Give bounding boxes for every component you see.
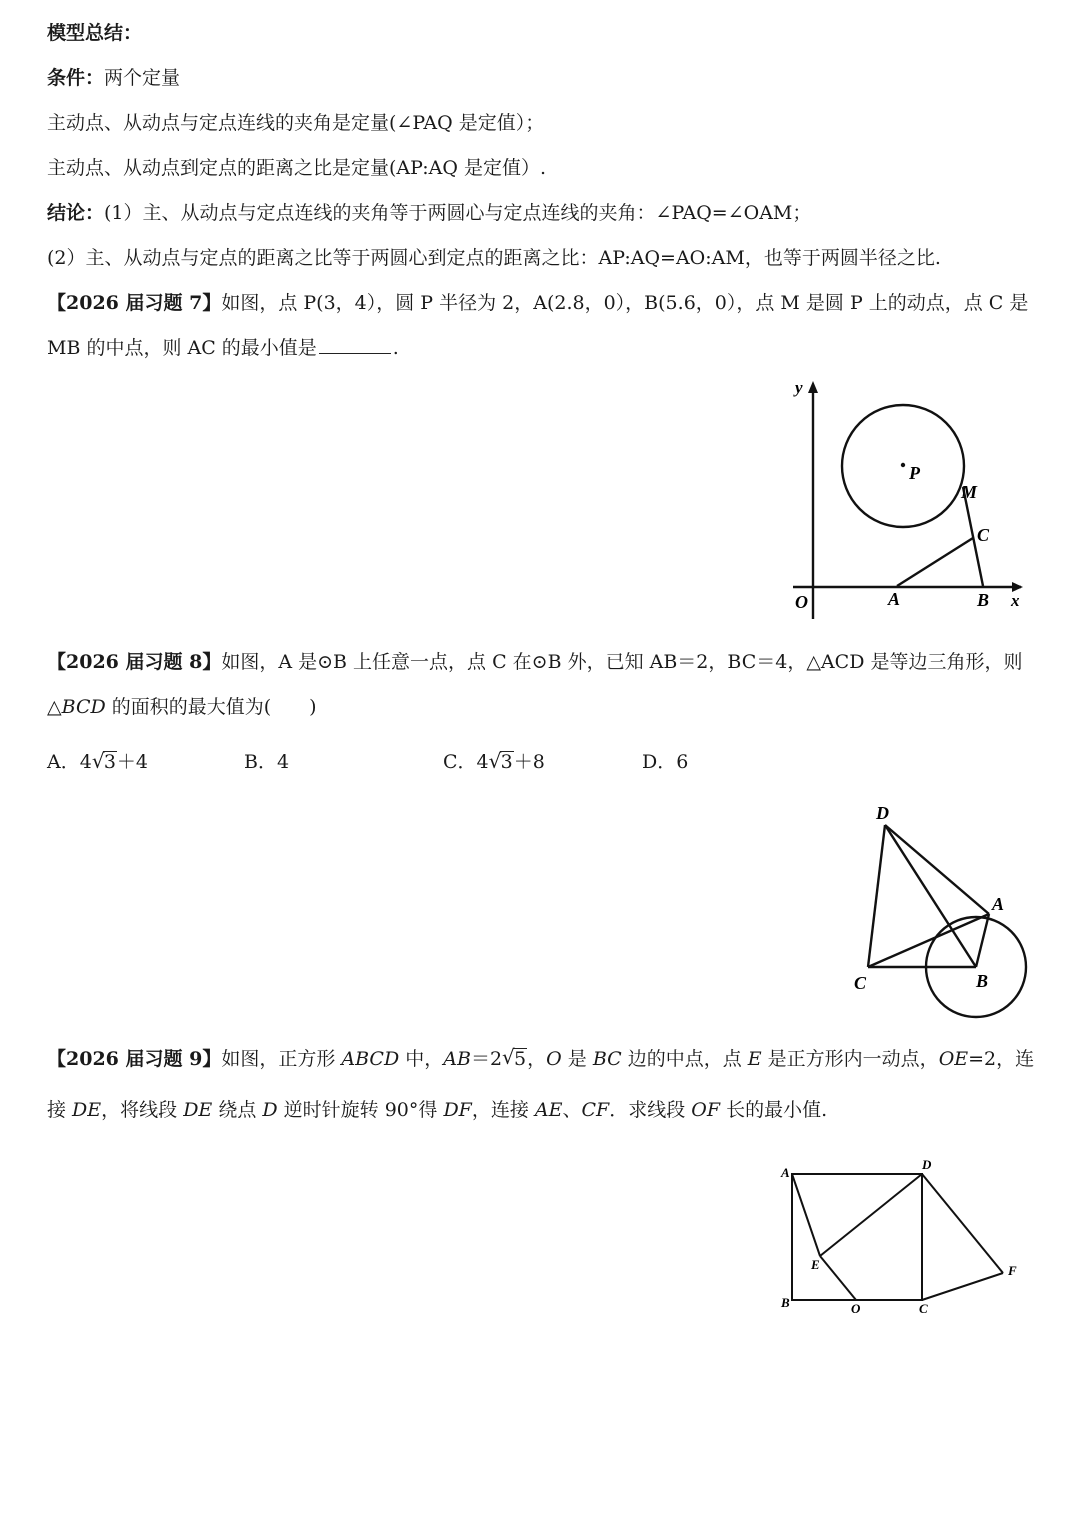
conclusion-label: 结论： [47, 202, 105, 224]
q9-label-e: E [811, 1257, 820, 1272]
q9-segment-ae [792, 1174, 820, 1256]
q9-radicand: 5 [514, 1048, 527, 1070]
conclusion-line-2: (2）主、从动点与定点的距离之比等于两圆心到定点的距离之比：AP:AQ=AO:AM，也等于两圆半径之比. [47, 247, 941, 269]
q9-var-d: D [262, 1099, 278, 1121]
q7-label-a: A [888, 589, 901, 609]
q8-option-a-label: A．4 [47, 751, 92, 773]
q7-answer-blank [319, 335, 391, 354]
q7-label-y: y [795, 378, 803, 397]
q9-var-e: E [747, 1048, 762, 1070]
q8-option-a [47, 747, 148, 774]
q8-segment-ab [976, 914, 989, 967]
q9-segment-fc [922, 1273, 1003, 1300]
q8-figure [840, 800, 1040, 1020]
q9-segment-ed [820, 1174, 922, 1256]
q7-label-x: x [1011, 591, 1020, 610]
q8-segment-dc [868, 825, 885, 967]
q9-t7: 是正方形内一动点， [761, 1048, 939, 1070]
q9-var-df: DF [443, 1099, 472, 1121]
q8-label-b: B [976, 971, 989, 991]
q9-var-of: OF [691, 1099, 721, 1121]
summary-title: 模型总结： [47, 22, 143, 44]
q9-t2: 中， [399, 1048, 444, 1070]
q9-l2-e: ，连接 [471, 1099, 535, 1121]
q8-label-c: C [854, 973, 867, 993]
q9-var-ae: AE [534, 1099, 563, 1121]
q9-label-c: C [919, 1301, 928, 1316]
q7-text-2: MB 的中点，则 AC 的最小值是 [47, 337, 317, 359]
q9-line-1 [47, 1046, 1034, 1072]
q9-l2-h: 长的最小值. [720, 1099, 828, 1121]
q9-t4: ， [527, 1048, 547, 1070]
q7-segment-ac [897, 538, 973, 586]
q9-figure [775, 1155, 1035, 1325]
q8-label-d: D [876, 803, 889, 823]
q8-option-c-radicand: 3 [500, 751, 513, 773]
q8-triangle-symbol: △ [47, 696, 62, 718]
q8-option-a-tail: ＋4 [116, 751, 148, 773]
q8-line-2 [47, 694, 317, 720]
q9-segment-df [922, 1174, 1003, 1273]
q9-line-2 [47, 1097, 827, 1123]
q7-label-p: P [909, 463, 920, 483]
q7-text-2-end: . [392, 337, 399, 359]
q7-tag: 【2026 届习题 7】 [47, 292, 222, 314]
conclusion-line-1 [47, 200, 811, 226]
q9-label-d: D [922, 1157, 932, 1172]
q9-var-bc: BC [592, 1048, 622, 1070]
q9-var-abcd: ABCD [341, 1048, 400, 1070]
q8-option-a-radicand: 3 [103, 751, 116, 773]
q9-label-a: A [781, 1165, 790, 1180]
q7-figure [785, 375, 1035, 625]
q8-option-d: D．6 [642, 751, 689, 773]
q7-text-1: 如图，点 P(3，4），圆 P 半径为 2，A(2.8，0），B(5.6，0），点 M 是圆 P 上的动点，点 C 是 [221, 292, 1029, 314]
condition-label: 条件： [47, 67, 105, 89]
conclusion-text-1: (1）主、从动点与定点连线的夹角等于两圆心与定点连线的夹角：∠PAQ=∠OAM； [104, 202, 812, 224]
q7-label-c: C [977, 525, 990, 545]
q9-l2-a: 接 [47, 1099, 73, 1121]
q9-label-o: O [851, 1301, 861, 1316]
q9-t8: =2，连 [968, 1048, 1035, 1070]
q7-label-o: O [795, 592, 808, 612]
condition-line [47, 65, 180, 91]
q9-t6: 边的中点，点 [621, 1048, 748, 1070]
q9-t1: 如图，正方形 [221, 1048, 342, 1070]
summary-line-2: 主动点、从动点到定点的距离之比是定量(AP:AQ 是定值）. [47, 157, 547, 179]
q8-option-b: B．4 [244, 751, 290, 773]
q8-option-c [443, 747, 545, 774]
q8-text-2: 的面积的最大值为( ) [105, 696, 317, 718]
q9-segment-eo [820, 1256, 856, 1300]
q8-option-c-label: C．4 [443, 751, 489, 773]
q7-y-arrow [808, 381, 818, 393]
q9-var-ab: AB [443, 1048, 471, 1070]
q9-l2-d: 逆时针旋转 90°得 [277, 1099, 444, 1121]
q9-var-cf: CF [581, 1099, 610, 1121]
q8-line-1 [47, 649, 1022, 675]
q9-l2-f: 、 [562, 1099, 582, 1121]
q8-label-a: A [992, 894, 1005, 914]
q8-option-c-sqrt: √ 3 [488, 749, 513, 773]
q8-option-c-tail: ＋8 [513, 751, 545, 773]
q9-var-de: DE [72, 1099, 102, 1121]
q9-label-f: F [1008, 1263, 1017, 1278]
summary-line-1: 主动点、从动点与定点连线的夹角是定量(∠PAQ 是定值）； [47, 112, 545, 134]
q7-center-dot [901, 463, 905, 467]
q9-var-o: O [546, 1048, 562, 1070]
q8-tag: 【2026 届习题 8】 [47, 651, 222, 673]
q7-line-2 [47, 335, 399, 361]
q8-text-1: 如图，A 是⊙B 上任意一点，点 C 在⊙B 外，已知 AB＝2，BC＝4，△ACD 是等边三角形，则 [221, 651, 1023, 673]
q9-t5: 是 [561, 1048, 593, 1070]
q9-l2-c: 绕点 [212, 1099, 263, 1121]
q7-label-m: M [961, 482, 978, 502]
q9-var-de-2: DE [183, 1099, 213, 1121]
q8-option-a-sqrt: √ 3 [91, 749, 116, 773]
q9-tag: 【2026 届习题 9】 [47, 1048, 222, 1070]
q9-label-b: B [781, 1295, 790, 1310]
q9-square-abcd [792, 1174, 922, 1300]
q9-var-oe: OE [938, 1048, 969, 1070]
q7-line-1 [47, 290, 1028, 316]
q9-l2-g: ．求线段 [609, 1099, 692, 1121]
q8-segment-da [885, 825, 989, 914]
q9-l2-b: ，将线段 [101, 1099, 184, 1121]
q9-sqrt: √ 5 [502, 1045, 527, 1070]
q8-var-bcd: BCD [61, 696, 106, 718]
condition-text: 两个定量 [104, 67, 181, 89]
q9-t3: ＝2 [470, 1048, 503, 1070]
q7-label-b: B [977, 590, 990, 610]
